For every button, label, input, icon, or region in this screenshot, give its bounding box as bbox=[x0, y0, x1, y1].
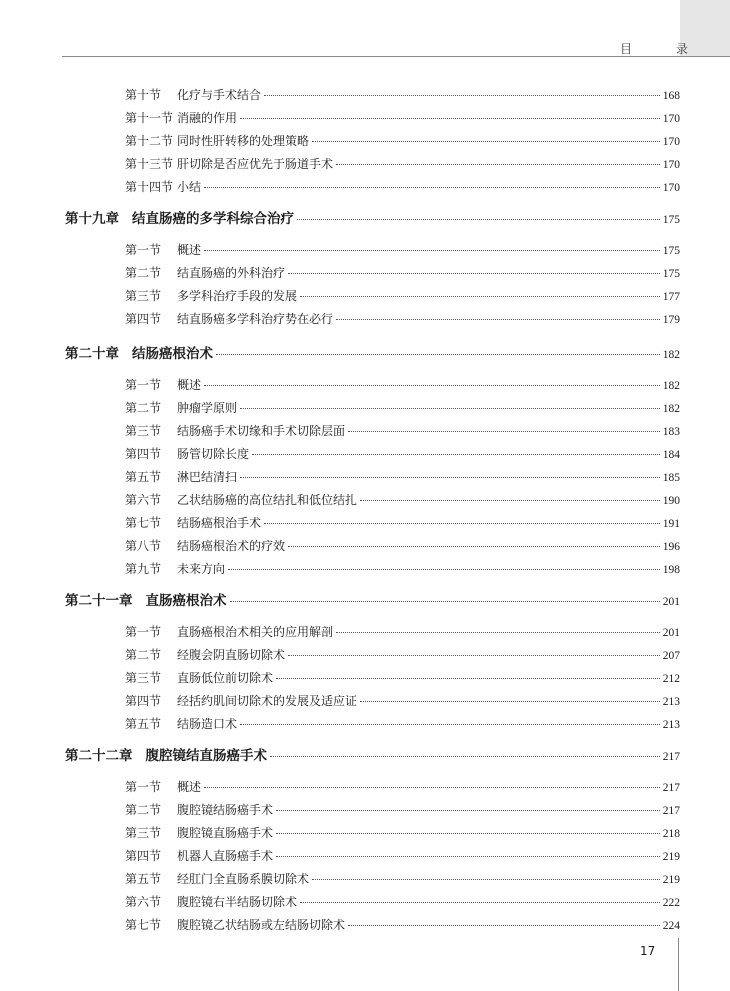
footer-rule bbox=[678, 938, 679, 991]
toc-entry-title: 腹腔镜右半结肠切除术 bbox=[177, 895, 298, 909]
toc-entry-number: 第四节 bbox=[125, 849, 162, 863]
toc-entry-number: 第四节 bbox=[125, 694, 162, 708]
toc-entry-page: 217 bbox=[662, 751, 680, 763]
toc-entry-page: 184 bbox=[662, 449, 680, 461]
toc-section-entry bbox=[125, 560, 680, 576]
toc-entry-page: 185 bbox=[662, 472, 680, 484]
toc-section-entry bbox=[125, 445, 680, 461]
toc-entry-title: 腹腔镜直肠癌手术 bbox=[177, 826, 274, 840]
toc-entry-title: 结肠癌根治术 bbox=[132, 346, 213, 362]
toc-leader-dots bbox=[204, 385, 660, 386]
toc-entry-page: 191 bbox=[662, 518, 680, 530]
toc-leader-dots bbox=[348, 925, 660, 926]
toc-entry-number: 第三节 bbox=[125, 424, 162, 438]
toc-leader-dots bbox=[240, 477, 660, 478]
toc-leader-dots bbox=[360, 701, 660, 702]
toc-entry-page: 213 bbox=[662, 696, 680, 708]
toc-section-entry bbox=[125, 399, 680, 415]
toc-section-entry bbox=[125, 178, 680, 194]
toc-entry-title: 小结 bbox=[177, 180, 202, 194]
toc-entry-title: 概述 bbox=[177, 378, 202, 392]
toc-entry-title: 肠管切除长度 bbox=[177, 447, 250, 461]
toc-entry-page: 177 bbox=[662, 291, 680, 303]
toc-entry-number: 第二节 bbox=[125, 648, 162, 662]
toc-entry-number: 第二节 bbox=[125, 266, 162, 280]
toc-entry-page: 222 bbox=[662, 897, 680, 909]
toc-leader-dots bbox=[204, 250, 660, 251]
toc-entry-page: 170 bbox=[662, 182, 680, 194]
toc-leader-dots bbox=[204, 187, 660, 188]
toc-entry-page: 212 bbox=[662, 673, 680, 685]
toc-section-entry bbox=[125, 824, 680, 840]
toc-entry-number: 第十四节 bbox=[125, 180, 174, 194]
toc-entry-number: 第十节 bbox=[125, 88, 162, 102]
toc-entry-number: 第七节 bbox=[125, 516, 162, 530]
toc-leader-dots bbox=[300, 902, 660, 903]
toc-section-entry bbox=[125, 778, 680, 794]
toc-entry-page: 218 bbox=[662, 828, 680, 840]
toc-entry-page: 170 bbox=[662, 113, 680, 125]
toc-leader-dots bbox=[270, 756, 660, 757]
toc-entry-title: 结肠癌根治术的疗效 bbox=[177, 539, 286, 553]
toc-leader-dots bbox=[204, 787, 660, 788]
toc-entry-number: 第七节 bbox=[125, 918, 162, 932]
toc-entry-page: 182 bbox=[662, 380, 680, 392]
toc-section-entry bbox=[125, 491, 680, 507]
toc-section-entry bbox=[125, 132, 680, 148]
toc-entry-number: 第十一节 bbox=[125, 111, 174, 125]
toc-entry-title: 化疗与手术结合 bbox=[177, 88, 262, 102]
toc-entry-number: 第八节 bbox=[125, 539, 162, 553]
toc-entry-page: 168 bbox=[662, 90, 680, 102]
toc-entry-title: 未来方向 bbox=[177, 562, 226, 576]
toc-entry-title: 经肛门全直肠系膜切除术 bbox=[177, 872, 310, 886]
toc-entry-number: 第二十一章 bbox=[65, 593, 133, 609]
toc-entry-page: 182 bbox=[662, 349, 680, 361]
toc-entry-title: 结直肠癌的外科治疗 bbox=[177, 266, 286, 280]
toc-section-entry bbox=[125, 468, 680, 484]
toc-leader-dots bbox=[230, 601, 660, 602]
toc-chapter-entry bbox=[65, 207, 680, 225]
toc-entry-number: 第一节 bbox=[125, 780, 162, 794]
toc-entry-number: 第六节 bbox=[125, 895, 162, 909]
toc-entry-title: 腹腔镜乙状结肠或左结肠切除术 bbox=[177, 918, 346, 932]
toc-section-entry bbox=[125, 847, 680, 863]
toc-leader-dots bbox=[336, 164, 660, 165]
toc-entry-number: 第一节 bbox=[125, 378, 162, 392]
toc-section-entry bbox=[125, 287, 680, 303]
toc-entry-number: 第四节 bbox=[125, 312, 162, 326]
toc-entry-title: 肿瘤学原则 bbox=[177, 401, 238, 415]
toc-entry-title: 机器人直肠癌手术 bbox=[177, 849, 274, 863]
toc-leader-dots bbox=[276, 810, 660, 811]
toc-chapter-entry bbox=[65, 744, 680, 762]
toc-entry-number: 第六节 bbox=[125, 493, 162, 507]
toc-entry-title: 乙状结肠癌的高位结扎和低位结扎 bbox=[177, 493, 358, 507]
toc-entry-title: 直肠癌根治术相关的应用解剖 bbox=[177, 625, 334, 639]
toc-entry-title: 腹腔镜结直肠癌手术 bbox=[145, 748, 267, 764]
toc-entry-page: 224 bbox=[662, 920, 680, 932]
toc-entry-title: 经腹会阴直肠切除术 bbox=[177, 648, 286, 662]
toc-entry-number: 第一节 bbox=[125, 625, 162, 639]
toc-entry-title: 淋巴结清扫 bbox=[177, 470, 238, 484]
toc-entry-page: 175 bbox=[662, 268, 680, 280]
toc-leader-dots bbox=[288, 273, 660, 274]
toc-entry-page: 196 bbox=[662, 541, 680, 553]
toc-leader-dots bbox=[300, 296, 660, 297]
running-header-title: 目 录 bbox=[620, 42, 708, 56]
toc-entry-title: 经括约肌间切除术的发展及适应证 bbox=[177, 694, 358, 708]
toc-entry-page: 170 bbox=[662, 159, 680, 171]
toc-entry-page: 219 bbox=[662, 851, 680, 863]
toc-section-entry bbox=[125, 155, 680, 171]
toc-section-entry bbox=[125, 376, 680, 392]
toc-leader-dots bbox=[252, 454, 660, 455]
toc-entry-page: 175 bbox=[662, 214, 680, 226]
toc-entry-number: 第三节 bbox=[125, 671, 162, 685]
toc-entry-title: 概述 bbox=[177, 780, 202, 794]
toc-leader-dots bbox=[240, 408, 660, 409]
toc-entry-number: 第十九章 bbox=[65, 211, 119, 227]
toc-section-entry bbox=[125, 241, 680, 257]
toc-entry-number: 第十二节 bbox=[125, 134, 174, 148]
toc-section-entry bbox=[125, 422, 680, 438]
toc-section-entry bbox=[125, 916, 680, 932]
toc-entry-title: 概述 bbox=[177, 243, 202, 257]
toc-entry-page: 179 bbox=[662, 314, 680, 326]
toc-entry-page: 201 bbox=[662, 627, 680, 639]
toc-leader-dots bbox=[240, 118, 660, 119]
toc-entry-number: 第五节 bbox=[125, 717, 162, 731]
toc-entry-page: 213 bbox=[662, 719, 680, 731]
toc-entry-title: 结肠癌手术切缘和手术切除层面 bbox=[177, 424, 346, 438]
toc-entry-page: 175 bbox=[662, 245, 680, 257]
toc-entry-title: 结肠癌根治手术 bbox=[177, 516, 262, 530]
toc-entry-page: 182 bbox=[662, 403, 680, 415]
toc-section-entry bbox=[125, 870, 680, 886]
toc-entry-number: 第十三节 bbox=[125, 157, 174, 171]
toc-entry-number: 第二十二章 bbox=[65, 748, 133, 764]
toc-leader-dots bbox=[228, 569, 660, 570]
toc-entry-title: 腹腔镜结肠癌手术 bbox=[177, 803, 274, 817]
toc-section-entry bbox=[125, 86, 680, 102]
toc-entry-number: 第三节 bbox=[125, 826, 162, 840]
toc-leader-dots bbox=[240, 724, 660, 725]
toc-entry-title: 直肠低位前切除术 bbox=[177, 671, 274, 685]
toc-section-entry bbox=[125, 669, 680, 685]
toc-entry-number: 第四节 bbox=[125, 447, 162, 461]
toc-entry-number: 第五节 bbox=[125, 872, 162, 886]
toc-entry-number: 第一节 bbox=[125, 243, 162, 257]
page-number: 17 bbox=[640, 944, 656, 958]
toc-entry-page: 219 bbox=[662, 874, 680, 886]
toc-entry-number: 第二节 bbox=[125, 401, 162, 415]
toc-entry-number: 第二节 bbox=[125, 803, 162, 817]
toc-entry-title: 消融的作用 bbox=[177, 111, 238, 125]
toc-entry-number: 第五节 bbox=[125, 470, 162, 484]
toc-section-entry bbox=[125, 623, 680, 639]
toc-leader-dots bbox=[264, 95, 660, 96]
toc-section-entry bbox=[125, 646, 680, 662]
toc-leader-dots bbox=[336, 632, 660, 633]
toc-leader-dots bbox=[276, 678, 660, 679]
toc-entry-number: 第九节 bbox=[125, 562, 162, 576]
toc-entry-title: 结直肠癌的多学科综合治疗 bbox=[132, 211, 294, 227]
toc-entry-title: 肝切除是否应优先于肠道手术 bbox=[177, 157, 334, 171]
toc-entry-title: 同时性肝转移的处理策略 bbox=[177, 134, 310, 148]
toc-chapter-entry bbox=[65, 342, 680, 360]
toc-section-entry bbox=[125, 801, 680, 817]
toc-entry-page: 217 bbox=[662, 805, 680, 817]
toc-leader-dots bbox=[276, 856, 660, 857]
toc-section-entry bbox=[125, 893, 680, 909]
toc-entry-page: 183 bbox=[662, 426, 680, 438]
toc-leader-dots bbox=[297, 219, 660, 220]
toc-entry-number: 第三节 bbox=[125, 289, 162, 303]
toc-leader-dots bbox=[216, 354, 660, 355]
toc-section-entry bbox=[125, 537, 680, 553]
toc-entry-page: 201 bbox=[662, 596, 680, 608]
toc-section-entry bbox=[125, 692, 680, 708]
toc-leader-dots bbox=[288, 546, 660, 547]
toc-leader-dots bbox=[348, 431, 660, 432]
toc-leader-dots bbox=[336, 319, 660, 320]
toc-section-entry bbox=[125, 310, 680, 326]
toc-leader-dots bbox=[312, 141, 660, 142]
toc-chapter-entry bbox=[65, 589, 680, 607]
toc-entry-number: 第二十章 bbox=[65, 346, 119, 362]
toc-leader-dots bbox=[276, 833, 660, 834]
toc-section-entry bbox=[125, 715, 680, 731]
toc-leader-dots bbox=[312, 879, 660, 880]
toc-entry-page: 217 bbox=[662, 782, 680, 794]
toc-section-entry bbox=[125, 514, 680, 530]
toc-entry-title: 结直肠癌多学科治疗势在必行 bbox=[177, 312, 334, 326]
toc-entry-title: 多学科治疗手段的发展 bbox=[177, 289, 298, 303]
toc-leader-dots bbox=[264, 523, 660, 524]
toc-section-entry bbox=[125, 109, 680, 125]
toc-entry-title: 直肠癌根治术 bbox=[145, 593, 227, 609]
toc-leader-dots bbox=[360, 500, 660, 501]
toc-entry-title: 结肠造口术 bbox=[177, 717, 238, 731]
toc-entry-page: 170 bbox=[662, 136, 680, 148]
toc-entry-page: 207 bbox=[662, 650, 680, 662]
toc-entry-page: 198 bbox=[662, 564, 680, 576]
toc-section-entry bbox=[125, 264, 680, 280]
toc-leader-dots bbox=[288, 655, 660, 656]
toc-entry-page: 190 bbox=[662, 495, 680, 507]
